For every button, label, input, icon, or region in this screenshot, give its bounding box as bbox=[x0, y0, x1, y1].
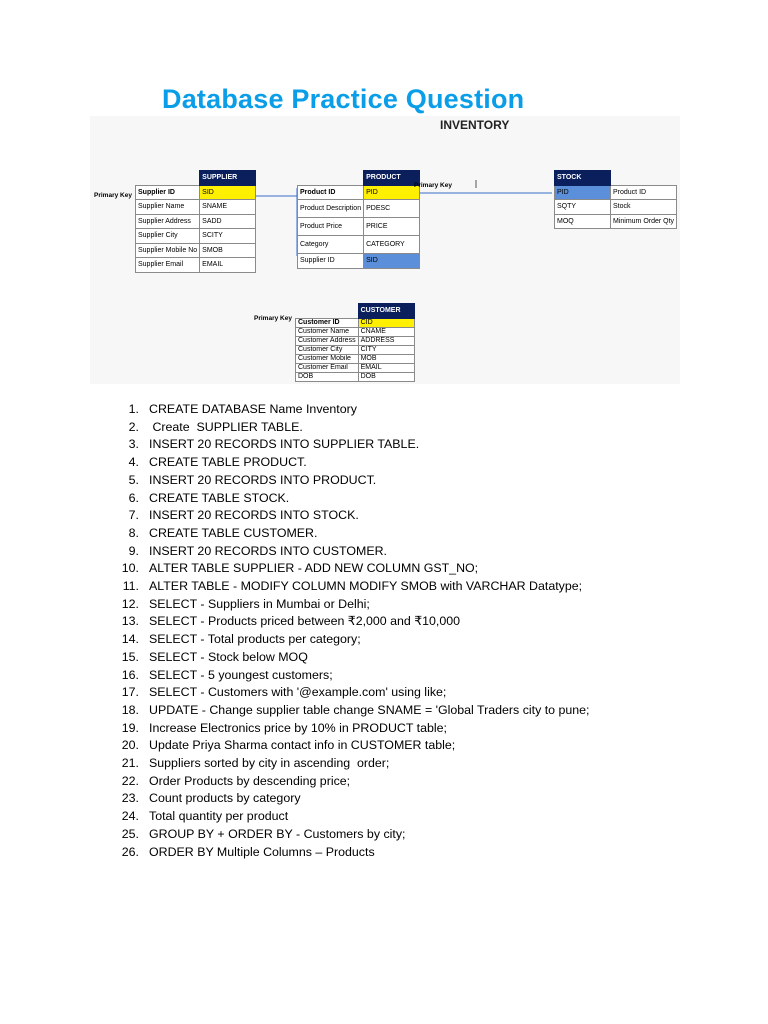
item-number: 4. bbox=[128, 455, 139, 470]
list-item bbox=[115, 454, 590, 472]
supplier-code: SID bbox=[200, 185, 256, 200]
supplier-header: SUPPLIER bbox=[200, 171, 256, 186]
list-item bbox=[115, 755, 590, 773]
item-text: GROUP BY + ORDER BY - Customers by city; bbox=[149, 826, 406, 841]
list-item bbox=[115, 844, 590, 862]
item-number: 20. bbox=[121, 738, 139, 753]
item-number: 18. bbox=[121, 702, 139, 717]
supplier-primary-key-label: Primary Key bbox=[94, 192, 132, 199]
supplier-field: Supplier ID bbox=[136, 185, 200, 200]
customer-code: CID bbox=[358, 318, 414, 327]
product-code: PRICE bbox=[364, 218, 420, 236]
item-text: SELECT - 5 youngest customers; bbox=[149, 667, 333, 682]
supplier-field: Supplier City bbox=[136, 229, 200, 244]
item-text: Increase Electronics price by 10% in PRODUCT table; bbox=[149, 720, 447, 735]
list-item bbox=[115, 472, 590, 490]
item-number: 8. bbox=[128, 525, 139, 540]
list-item bbox=[115, 790, 590, 808]
item-number: 6. bbox=[128, 490, 139, 505]
item-number: 13. bbox=[121, 614, 139, 629]
list-item bbox=[115, 826, 590, 844]
item-text: CREATE TABLE CUSTOMER. bbox=[149, 525, 318, 540]
supplier-field: Supplier Address bbox=[136, 214, 200, 229]
item-text: CREATE TABLE PRODUCT. bbox=[149, 455, 307, 470]
item-number: 25. bbox=[121, 826, 139, 841]
item-number: 22. bbox=[121, 773, 139, 788]
item-text: Update Priya Sharma contact info in CUSTOMER table; bbox=[149, 738, 456, 753]
item-number: 21. bbox=[121, 756, 139, 771]
item-text: Total quantity per product bbox=[149, 809, 289, 824]
supplier-table bbox=[135, 170, 256, 273]
item-number: 10. bbox=[121, 561, 139, 576]
item-text: CREATE DATABASE Name Inventory bbox=[149, 402, 357, 416]
item-text: ALTER TABLE - MODIFY COLUMN MODIFY SMOB with VARCHAR Datatype; bbox=[149, 579, 583, 594]
product-field: Product Price bbox=[298, 218, 364, 236]
page-title: Database Practice Question bbox=[162, 84, 525, 114]
item-number: 23. bbox=[121, 791, 139, 806]
supplier-field: Supplier Email bbox=[136, 258, 200, 273]
item-number: 7. bbox=[128, 508, 139, 523]
item-number: 14. bbox=[121, 632, 139, 647]
list-item bbox=[115, 543, 590, 561]
supplier-code: SADD bbox=[200, 214, 256, 229]
product-code: SID bbox=[364, 254, 420, 269]
list-item bbox=[115, 613, 590, 631]
item-text: Create SUPPLIER TABLE. bbox=[149, 419, 303, 434]
list-item bbox=[115, 507, 590, 525]
item-text: SELECT - Total products per category; bbox=[149, 632, 361, 647]
customer-field: Customer Email bbox=[296, 363, 359, 372]
list-item bbox=[115, 684, 590, 702]
item-text: UPDATE - Change supplier table change SNAME = 'Global Traders city to pune; bbox=[149, 702, 590, 717]
item-text: INSERT 20 RECORDS INTO CUSTOMER. bbox=[149, 543, 387, 558]
item-number: 19. bbox=[121, 720, 139, 735]
customer-code: ADDRESS bbox=[358, 336, 414, 345]
item-text: Order Products by descending price; bbox=[149, 773, 351, 788]
customer-code: MOB bbox=[358, 354, 414, 363]
product-field: Product ID bbox=[298, 185, 364, 200]
customer-field: Customer Address bbox=[296, 336, 359, 345]
stock-desc: Product ID bbox=[611, 185, 677, 200]
item-text: SELECT - Stock below MOQ bbox=[149, 649, 308, 664]
product-table bbox=[297, 170, 420, 269]
item-text: ALTER TABLE SUPPLIER - ADD NEW COLUMN GST_NO; bbox=[149, 561, 479, 576]
list-item bbox=[115, 596, 590, 614]
stock-header: STOCK bbox=[555, 171, 611, 186]
customer-field: Customer Name bbox=[296, 327, 359, 336]
customer-code: DOB bbox=[358, 372, 414, 381]
stock-table bbox=[554, 170, 677, 229]
diagram-title: INVENTORY bbox=[440, 118, 510, 132]
list-item bbox=[115, 702, 590, 720]
item-number: 2. bbox=[128, 419, 139, 434]
item-number: 1. bbox=[128, 402, 139, 416]
list-item bbox=[115, 667, 590, 685]
item-text: Count products by category bbox=[149, 791, 301, 806]
customer-code: CNAME bbox=[358, 327, 414, 336]
customer-header: CUSTOMER bbox=[358, 304, 414, 319]
item-text: ORDER BY Multiple Columns – Products bbox=[149, 844, 375, 859]
item-number: 16. bbox=[121, 667, 139, 682]
list-item bbox=[115, 401, 590, 419]
stock-field: PID bbox=[555, 185, 611, 200]
product-header: PRODUCT bbox=[364, 171, 420, 186]
item-number: 9. bbox=[128, 543, 139, 558]
list-item bbox=[115, 560, 590, 578]
list-item bbox=[115, 525, 590, 543]
list-item bbox=[115, 773, 590, 791]
stock-desc: Stock bbox=[611, 200, 677, 215]
product-field: Supplier ID bbox=[298, 254, 364, 269]
item-text: INSERT 20 RECORDS INTO PRODUCT. bbox=[149, 472, 377, 487]
item-number: 11. bbox=[122, 579, 139, 594]
stock-desc: Minimum Order Qty bbox=[611, 214, 677, 229]
list-item bbox=[115, 737, 590, 755]
item-number: 12. bbox=[121, 596, 139, 611]
supplier-code: SCITY bbox=[200, 229, 256, 244]
product-code: CATEGORY bbox=[364, 236, 420, 254]
customer-code: CITY bbox=[358, 345, 414, 354]
supplier-code: SNAME bbox=[200, 200, 256, 215]
item-text: INSERT 20 RECORDS INTO STOCK. bbox=[149, 508, 359, 523]
product-field: Product Description bbox=[298, 200, 364, 218]
list-item bbox=[115, 419, 590, 437]
item-number: 24. bbox=[121, 809, 139, 824]
supplier-code: SMOB bbox=[200, 243, 256, 258]
customer-field: Customer City bbox=[296, 345, 359, 354]
item-text: Suppliers sorted by city in ascending order; bbox=[149, 756, 390, 771]
item-text: SELECT - Products priced between ₹2,000 and ₹10,000 bbox=[149, 614, 461, 629]
customer-field: Customer ID bbox=[296, 318, 359, 327]
item-number: 5. bbox=[128, 472, 139, 487]
stock-field: MOQ bbox=[555, 214, 611, 229]
list-item bbox=[115, 578, 590, 596]
supplier-field: Supplier Name bbox=[136, 200, 200, 215]
list-item bbox=[115, 720, 590, 738]
supplier-field: Supplier Mobile No bbox=[136, 243, 200, 258]
list-item bbox=[115, 436, 590, 454]
product-code: PDESC bbox=[364, 200, 420, 218]
list-item bbox=[115, 631, 590, 649]
supplier-code: EMAIL bbox=[200, 258, 256, 273]
item-text: INSERT 20 RECORDS INTO SUPPLIER TABLE. bbox=[149, 437, 420, 452]
item-number: 15. bbox=[121, 649, 139, 664]
item-text: SELECT - Customers with '@example.com' using like; bbox=[149, 685, 447, 700]
customer-field: DOB bbox=[296, 372, 359, 381]
stock-field: SQTY bbox=[555, 200, 611, 215]
item-text: CREATE TABLE STOCK. bbox=[149, 490, 290, 505]
list-item bbox=[115, 490, 590, 508]
item-number: 26. bbox=[121, 844, 139, 859]
list-item bbox=[115, 649, 590, 667]
list-item bbox=[115, 808, 590, 826]
item-number: 3. bbox=[128, 437, 139, 452]
customer-primary-key-label: Primary Key bbox=[254, 315, 292, 322]
stock-primary-key-label: Primary Key bbox=[414, 182, 452, 189]
item-number: 17. bbox=[121, 685, 139, 700]
product-code: PID bbox=[364, 185, 420, 200]
product-field: Category bbox=[298, 236, 364, 254]
er-diagram bbox=[90, 116, 680, 384]
question-list bbox=[115, 401, 590, 861]
customer-table bbox=[295, 303, 415, 382]
item-text: SELECT - Suppliers in Mumbai or Delhi; bbox=[149, 596, 370, 611]
customer-code: EMAIL bbox=[358, 363, 414, 372]
customer-field: Customer Mobile bbox=[296, 354, 359, 363]
